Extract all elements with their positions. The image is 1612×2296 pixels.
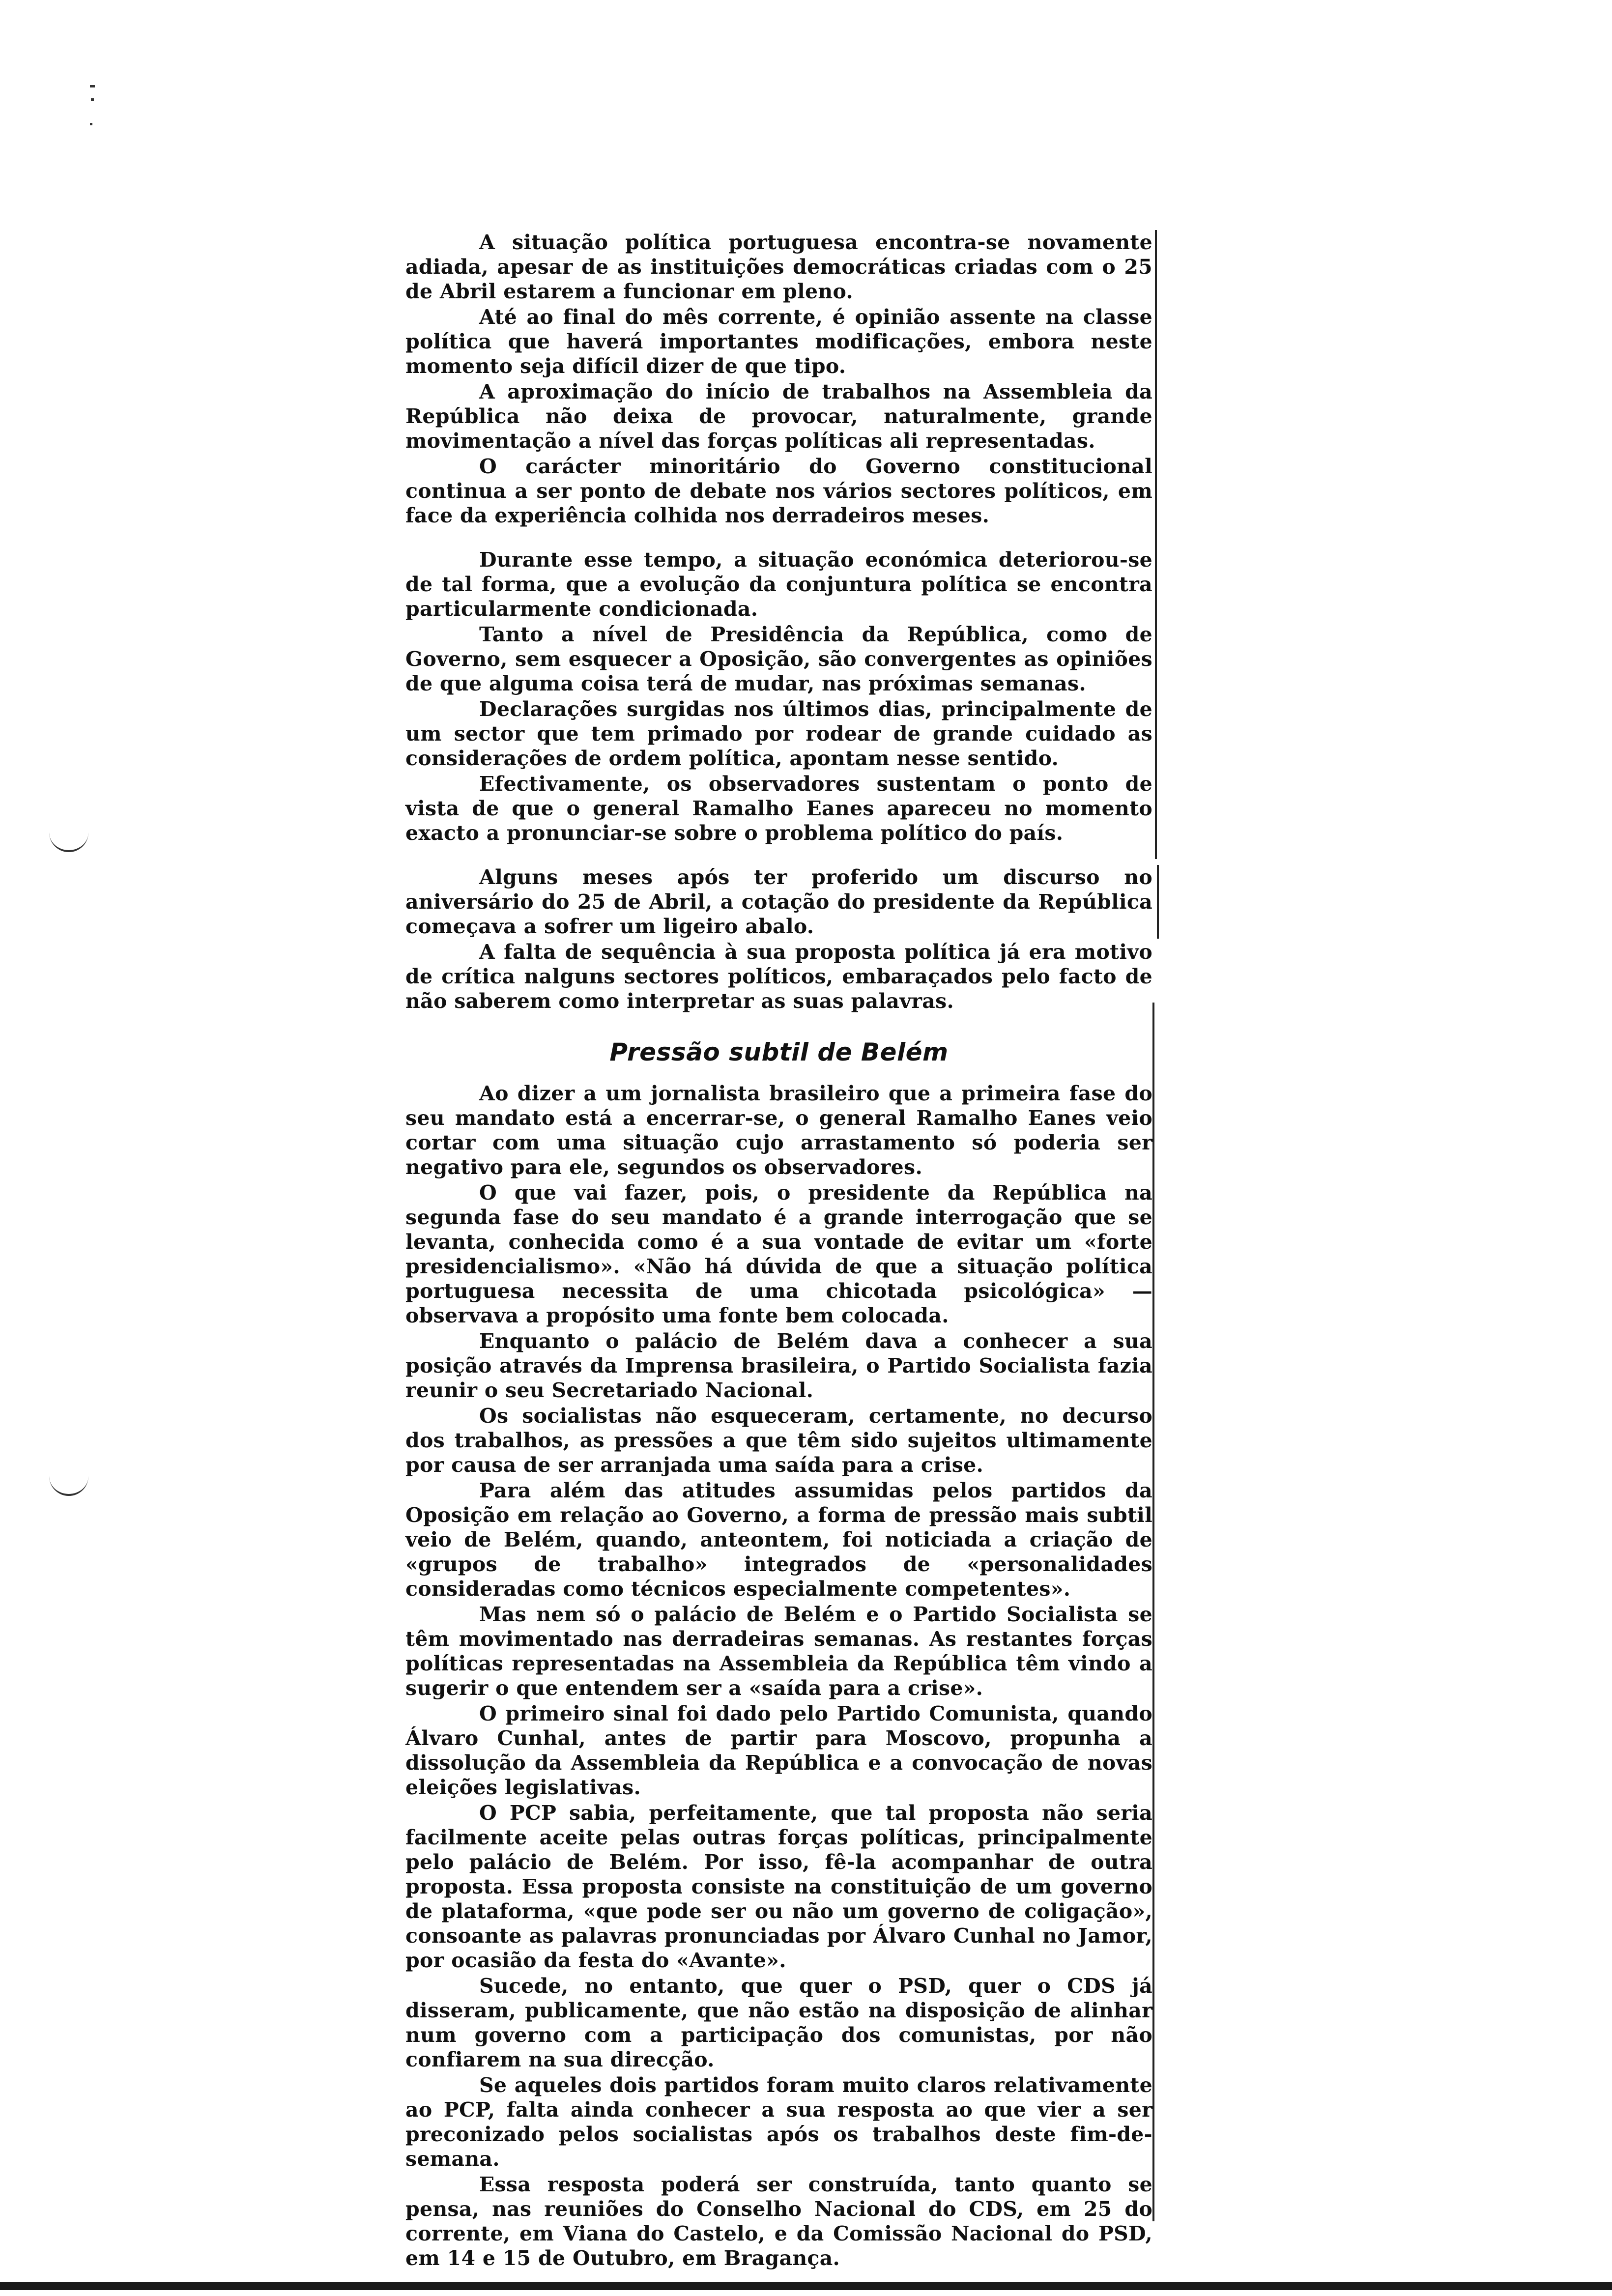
- paragraph: O PCP sabia, perfeitamente, que tal proposta não seria facilmente aceite pelas outras forças políticas, principalmente pelo palácio de Belém. Por isso, fê-la acompanhar de outra proposta. Essa proposta consiste na constituição de um governo de plataforma, «que pode ser ou não um governo de coligação», consoante as palavras pronunciadas por Álvaro Cunhal no Jamor, por ocasião da festa do «Avante».: [405, 1801, 1152, 1972]
- paragraph: Para além das atitudes assumidas pelos partidos da Oposição em relação ao Governo, a forma de pressão mais subtil veio de Belém, quando, anteontem, foi noticiada a criação de «grupos de trabalho» integrados de «personalidades consideradas como técnicos especialmente competentes».: [405, 1479, 1152, 1601]
- paragraph: A falta de sequência à sua proposta política já era motivo de crítica nalguns sectores políticos, embaraçados pelo facto de não saberem como interpretar as suas palavras.: [405, 940, 1152, 1013]
- paragraph: Essa resposta poderá ser construída, tanto quanto se pensa, nas reuniões do Conselho Nacional do CDS, em 25 do corrente, em Viana do Castelo, e da Comissão Nacional do PSD, em 14 e 15 de Outubro, em Bragança.: [405, 2173, 1152, 2270]
- article-section-4: [405, 1081, 1152, 2270]
- paragraph: A situação política portuguesa encontra-se novamente adiada, apesar de as instituições democráticas criadas com o 25 de Abril estarem a funcionar em pleno.: [405, 230, 1152, 303]
- paragraph: Mas nem só o palácio de Belém e o Partido Socialista se têm movimentado nas derradeiras semanas. As restantes forças políticas representadas na Assembleia da República têm vindo a sugerir o que entendem ser a «saída para a crise».: [405, 1603, 1152, 1700]
- paragraph: Ao dizer a um jornalista brasileiro que a primeira fase do seu mandato está a encerrar-se, o general Ramalho Eanes veio cortar com uma situação cujo arrastamento só poderia ser negativo para ele, segundos os observadores.: [405, 1082, 1152, 1179]
- column-rule: [1152, 1003, 1154, 2221]
- scan-mark: [91, 98, 94, 101]
- column-rule: [1157, 865, 1159, 939]
- paragraph: Durante esse tempo, a situação económica deteriorou-se de tal forma, que a evolução da conjuntura política se encontra particularmente condicionada.: [405, 548, 1152, 621]
- scan-mark: [90, 123, 92, 125]
- scan-mark: [49, 831, 88, 852]
- paragraph: Efectivamente, os observadores sustentam o ponto de vista de que o general Ramalho Eanes apareceu no momento exacto a pronunciar-se sobre o problema político do país.: [405, 772, 1152, 845]
- scan-bottom-edge: [0, 2282, 1612, 2290]
- paragraph: O carácter minoritário do Governo constitucional continua a ser ponto de debate nos vários sectores políticos, em face da experiência colhida nos derradeiros meses.: [405, 455, 1152, 527]
- paragraph: O primeiro sinal foi dado pelo Partido Comunista, quando Álvaro Cunhal, antes de partir para Moscovo, propunha a dissolução da Assembleia da República e a convocação de novas eleições legislativas.: [405, 1702, 1152, 1799]
- column-rule: [1155, 230, 1157, 859]
- paragraph: Alguns meses após ter proferido um discurso no aniversário do 25 de Abril, a cotação do presidente da República começava a sofrer um ligeiro abalo.: [405, 865, 1152, 938]
- article-section-1: [405, 230, 1152, 528]
- paragraph: Os socialistas não esqueceram, certamente, no decurso dos trabalhos, as pressões a que têm sido sujeitos ultimamente por causa de ser arranjada uma saída para a crise.: [405, 1404, 1152, 1477]
- paragraph: O que vai fazer, pois, o presidente da República na segunda fase do seu mandato é a grande interrogação que se levanta, conhecida como é a sua vontade de evitar um «forte presidencialismo». «Não há dúvida de que a situação política portuguesa necessita de uma chicotada psicológica» — observava a propósito uma fonte bem colocada.: [405, 1181, 1152, 1327]
- scan-mark: [49, 1474, 88, 1496]
- paragraph: Enquanto o palácio de Belém dava a conhecer a sua posição através da Imprensa brasileira, o Partido Socialista fazia reunir o seu Secretariado Nacional.: [405, 1329, 1152, 1402]
- subheading: Pressão subtil de Belém: [609, 1038, 949, 1066]
- paragraph: Tanto a nível de Presidência da República, como de Governo, sem esquecer a Oposição, são convergentes as opiniões de que alguma coisa terá de mudar, nas próximas semanas.: [405, 623, 1152, 695]
- paragraph: Declarações surgidas nos últimos dias, principalmente de um sector que tem primado por rodear de grande cuidado as considerações de ordem política, apontam nesse sentido.: [405, 697, 1152, 770]
- paragraph: Até ao final do mês corrente, é opinião assente na classe política que haverá importantes modificações, embora neste momento seja difícil dizer de que tipo.: [405, 305, 1152, 378]
- article-section-3: [405, 865, 1152, 1013]
- scan-mark: [90, 85, 95, 87]
- paragraph: Se aqueles dois partidos foram muito claros relativamente ao PCP, falta ainda conhecer a sua resposta ao que vier a ser preconizado pelos socialistas após os trabalhos deste fim-de-semana.: [405, 2073, 1152, 2171]
- paragraph: Sucede, no entanto, que quer o PSD, quer o CDS já disseram, publicamente, que não estão na disposição de alinhar num governo com a participação dos comunistas, por não confiarem na sua direcção.: [405, 1974, 1152, 2071]
- article-section-2: [405, 547, 1152, 845]
- paragraph: A aproximação do início de trabalhos na Assembleia da República não deixa de provocar, naturalmente, grande movimentação a nível das forças políticas ali representadas.: [405, 380, 1152, 453]
- newspaper-clipping: [405, 230, 1152, 2270]
